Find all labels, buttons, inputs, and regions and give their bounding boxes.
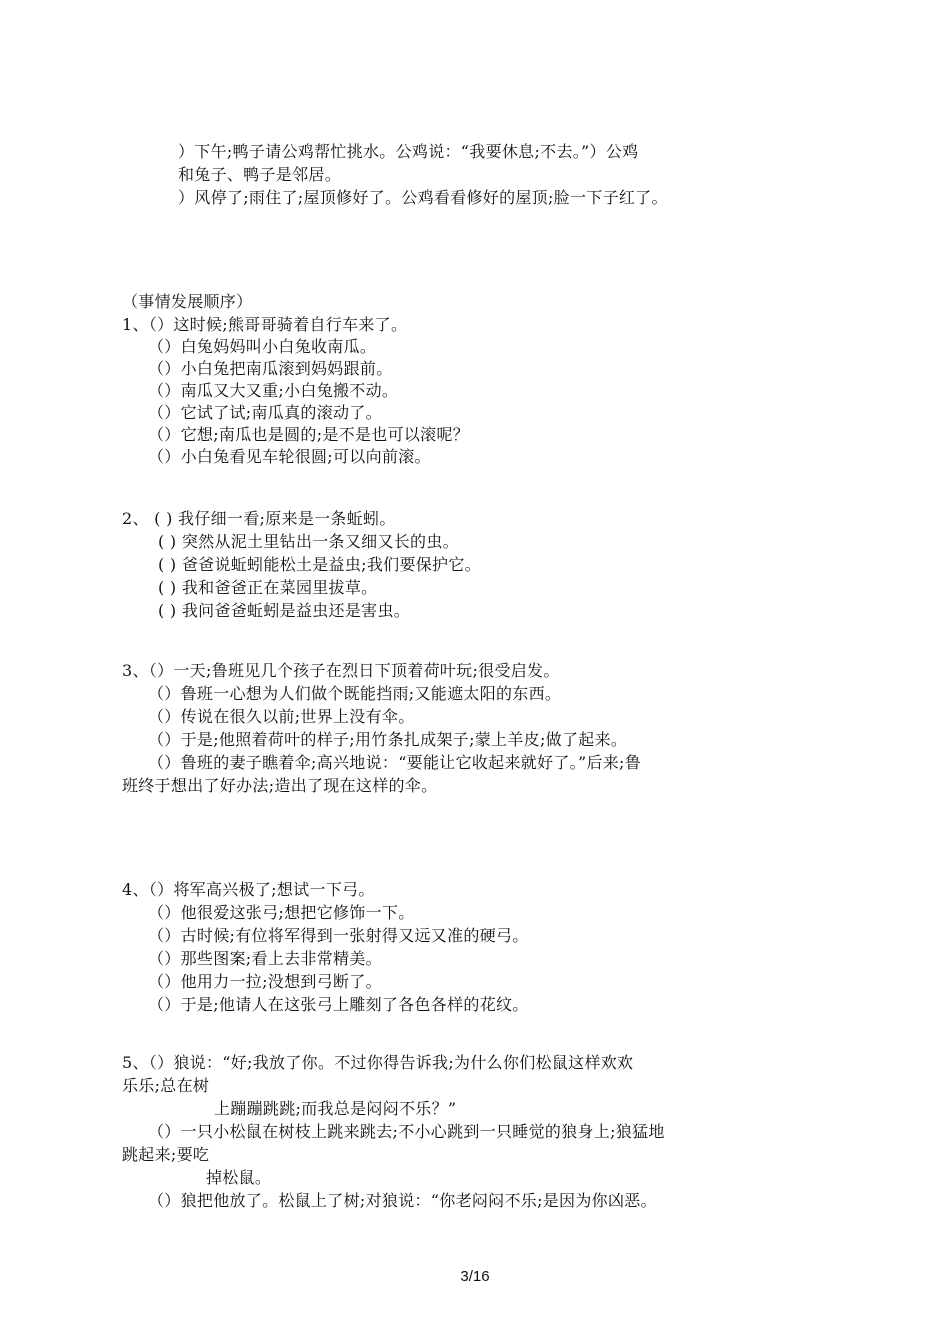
- question-1-item: （）小白兔把南瓜滚到妈妈跟前。: [148, 359, 393, 378]
- question-2-item: ( ) 突然从泥土里钻出一条又细又长的虫。: [158, 532, 459, 551]
- question-5-line: 5、（）狼说：“好;我放了你。不过你得告诉我;为什么你们松鼠这样欢欢: [122, 1053, 634, 1072]
- question-4-item: （）那些图案;看上去非常精美。: [148, 949, 382, 968]
- text-line: 和兔子、鸭子是邻居。: [178, 165, 342, 184]
- question-3-item: （）于是;他照着荷叶的样子;用竹条扎成架子;蒙上羊皮;做了起来。: [148, 730, 628, 749]
- question-3-item: （）传说在很久以前;世界上没有伞。: [148, 707, 415, 726]
- question-3-wrap: 班终于想出了好办法;造出了现在这样的伞。: [122, 776, 438, 795]
- question-5-line: 掉松鼠。: [206, 1168, 272, 1187]
- question-1-item: （）小白兔看见车轮很圆;可以向前滚。: [148, 447, 431, 466]
- question-3-first: 3、（）一天;鲁班见几个孩子在烈日下顶着荷叶玩;很受启发。: [122, 661, 560, 680]
- question-3-item: （）鲁班的妻子瞧着伞;高兴地说：“要能让它收起来就好了。”后来;鲁: [148, 753, 642, 772]
- question-5-line: 上蹦蹦跳跳;而我总是闷闷不乐？”: [214, 1099, 457, 1118]
- question-4-item: （）他用力一拉;没想到弓断了。: [148, 972, 382, 991]
- question-4-first: 4、（）将军高兴极了;想试一下弓。: [122, 880, 375, 899]
- question-1-item: （）它想;南瓜也是圆的;是不是也可以滚呢？: [148, 425, 470, 444]
- text-line: ）下午;鸭子请公鸡帮忙挑水。公鸡说：“我要休息;不去。”）公鸡: [178, 142, 639, 161]
- question-5-line: （）一只小松鼠在树枝上跳来跳去;不小心跳到一只睡觉的狼身上;狼猛地: [148, 1122, 665, 1141]
- question-4-item: （）古时候;有位将军得到一张射得又远又准的硬弓。: [148, 926, 529, 945]
- question-2-item: ( ) 爸爸说蚯蚓能松土是益虫;我们要保护它。: [158, 555, 481, 574]
- question-3-item: （）鲁班一心想为人们做个既能挡雨;又能遮太阳的东西。: [148, 684, 562, 703]
- question-1-item: （）白兔妈妈叫小白兔收南瓜。: [148, 337, 377, 356]
- instruction-label: （事情发展顺序）: [122, 292, 253, 311]
- question-4-item: （）于是;他请人在这张弓上雕刻了各色各样的花纹。: [148, 995, 529, 1014]
- question-2-item: ( ) 我和爸爸正在菜园里拔草。: [158, 578, 378, 597]
- question-5-line: 跳起来;要吃: [122, 1145, 210, 1164]
- question-4-item: （）他很爱这张弓;想把它修饰一下。: [148, 903, 415, 922]
- text-line: ）风停了;雨住了;屋顶修好了。公鸡看看修好的屋顶;脸一下子红了。: [178, 188, 668, 207]
- question-2-item: ( ) 我问爸爸蚯蚓是益虫还是害虫。: [158, 601, 411, 620]
- question-1-item: （）南瓜又大又重;小白兔搬不动。: [148, 381, 399, 400]
- question-1-first: 1、（）这时候;熊哥哥骑着自行车来了。: [122, 315, 408, 334]
- question-1-item: （）它试了试;南瓜真的滚动了。: [148, 403, 382, 422]
- question-5-line: （）狼把他放了。松鼠上了树;对狼说：“你老闷闷不乐;是因为你凶恶。: [148, 1191, 657, 1210]
- page-number: 3/16: [460, 1268, 490, 1285]
- question-2-first: 2、 ( ) 我仔细一看;原来是一条蚯蚓。: [122, 509, 396, 528]
- question-5-line: 乐乐;总在树: [122, 1076, 210, 1095]
